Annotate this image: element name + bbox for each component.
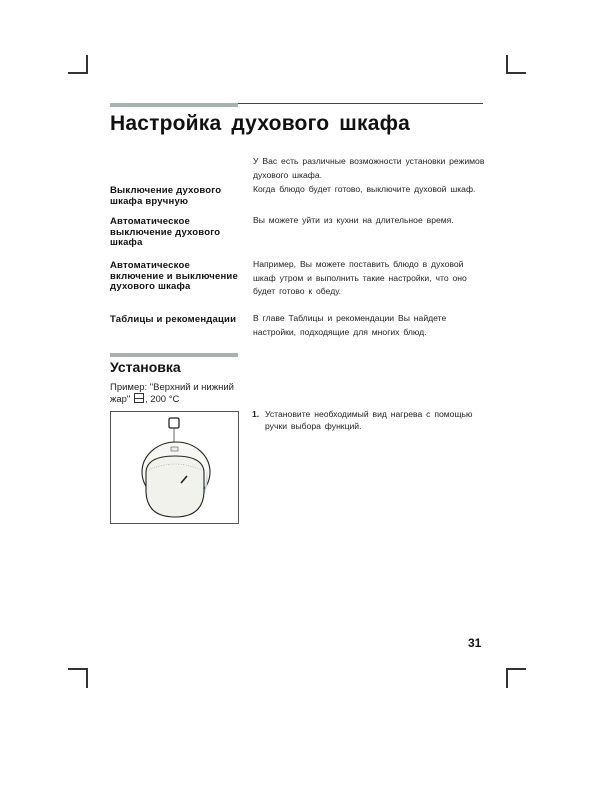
page-number: 31 — [468, 636, 482, 650]
step-number: 1. — [252, 409, 260, 419]
row-text: Например, Вы можете поставить блюдо в духовой шкаф утром и выполнить такие настройки, что оно будет готово к обеду. — [253, 259, 467, 296]
heat-mode-symbol-icon — [169, 418, 179, 428]
function-knob-illustration — [110, 411, 239, 524]
example-text — [110, 382, 250, 405]
section-heading: Установка — [110, 359, 181, 375]
crop-mark-top-right — [506, 72, 526, 74]
knob-body — [146, 456, 204, 517]
row-text: Когда блюдо будет готово, выключите духовой шкаф. — [253, 184, 476, 194]
row-label: Автоматическое выключение духового шкафа — [110, 216, 221, 248]
row-text: В главе Таблицы и рекомендации Вы найдете настройки, подходящие для многих блюд. — [253, 313, 447, 337]
crop-mark-bottom-left — [86, 668, 88, 688]
row-label: Выключение духового шкафа вручную — [110, 185, 222, 207]
ring-marker — [171, 447, 178, 451]
top-bottom-heat-icon — [134, 393, 144, 403]
row-text: Вы можете уйти из кухни на длительное время. — [253, 215, 454, 225]
page-title: Настройка духового шкафа — [110, 112, 411, 135]
step-text: Установите необходимый вид нагрева с помощью ручки выбора функций. — [265, 409, 473, 431]
crop-mark-bottom-right — [506, 668, 508, 688]
crop-mark-bottom-left — [68, 668, 88, 670]
intro-text: У Вас есть различные возможности установки режимов духового шкафа. — [253, 156, 485, 180]
knob-svg — [111, 412, 238, 523]
section-accent-bar — [110, 353, 238, 357]
header-accent-bar — [110, 103, 238, 107]
crop-mark-bottom-right — [506, 668, 526, 670]
step-item — [252, 408, 484, 432]
example-suffix: , 200 °C — [144, 394, 180, 405]
row-label: Автоматическое включение и выключение духового шкафа — [110, 260, 238, 292]
row-label: Таблицы и рекомендации — [110, 314, 237, 325]
example-prefix: Пример: "Верхний и нижний жар" — [110, 382, 234, 405]
crop-mark-top-left — [68, 72, 88, 74]
